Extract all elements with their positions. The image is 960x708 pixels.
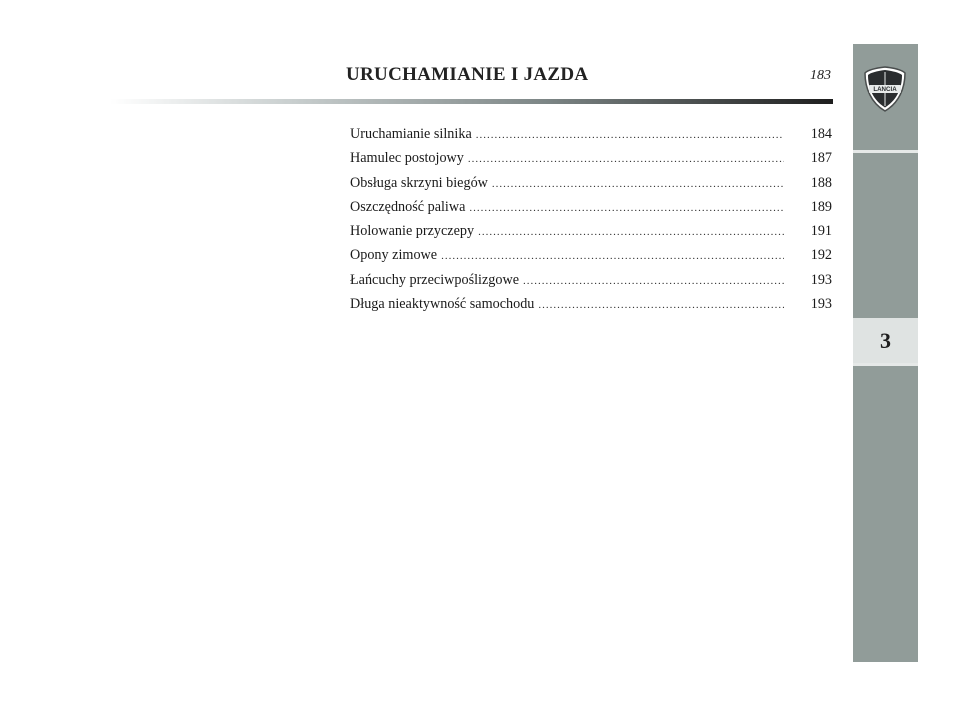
page-number: 183 — [810, 68, 831, 83]
logo-text: LANCIA — [873, 86, 897, 94]
toc-entry-winter-tyres[interactable] — [350, 243, 832, 267]
side-tab-divider — [853, 150, 918, 153]
toc-leader-dots — [468, 147, 784, 171]
page-title: URUCHAMIANIE I JAZDA — [346, 64, 589, 85]
toc-entry-label: Opony zimowe — [350, 247, 438, 264]
toc-entry-engine-start[interactable] — [350, 122, 832, 146]
table-of-contents — [350, 122, 832, 316]
chapter-box[interactable] — [853, 318, 918, 363]
toc-entry-long-inactivity[interactable] — [350, 292, 832, 316]
toc-entry-label: Obsługa skrzyni biegów — [350, 174, 488, 191]
toc-entry-label: Oszczędność paliwa — [350, 198, 466, 215]
toc-entry-page: 187 — [810, 150, 832, 167]
toc-entry-snow-chains[interactable] — [350, 268, 832, 292]
side-chapter-tab — [853, 44, 918, 662]
toc-entry-label: Uruchamianie silnika — [350, 126, 472, 142]
toc-entry-page: 193 — [810, 296, 832, 313]
toc-leader-dots — [469, 196, 784, 220]
toc-leader-dots — [538, 293, 784, 317]
toc-entry-page: 188 — [810, 174, 832, 191]
toc-entry-page: 193 — [810, 271, 832, 288]
toc-entry-label: Łańcuchy przeciwpoślizgowe — [350, 271, 519, 288]
toc-entry-label: Długa nieaktywność samochodu — [350, 296, 535, 313]
toc-entry-gearbox[interactable] — [350, 171, 832, 195]
chapter-number: 3 — [880, 328, 891, 353]
toc-entry-page: 191 — [810, 223, 832, 240]
toc-entry-trailer-towing[interactable] — [350, 219, 832, 243]
toc-entry-parking-brake[interactable] — [350, 146, 832, 170]
toc-leader-dots — [523, 269, 784, 293]
toc-entry-page: 184 — [810, 126, 832, 142]
toc-entry-fuel-economy[interactable] — [350, 195, 832, 219]
toc-entry-page: 192 — [810, 247, 832, 264]
header-rule — [110, 99, 833, 104]
toc-leader-dots — [492, 172, 784, 196]
lancia-logo-icon — [864, 66, 906, 112]
toc-leader-dots — [478, 220, 784, 244]
side-tab-divider — [853, 363, 918, 366]
toc-leader-dots — [441, 244, 784, 268]
toc-leader-dots — [476, 123, 784, 147]
toc-entry-label: Hamulec postojowy — [350, 150, 464, 167]
toc-entry-page: 189 — [810, 198, 832, 215]
toc-entry-label: Holowanie przyczepy — [350, 223, 475, 240]
